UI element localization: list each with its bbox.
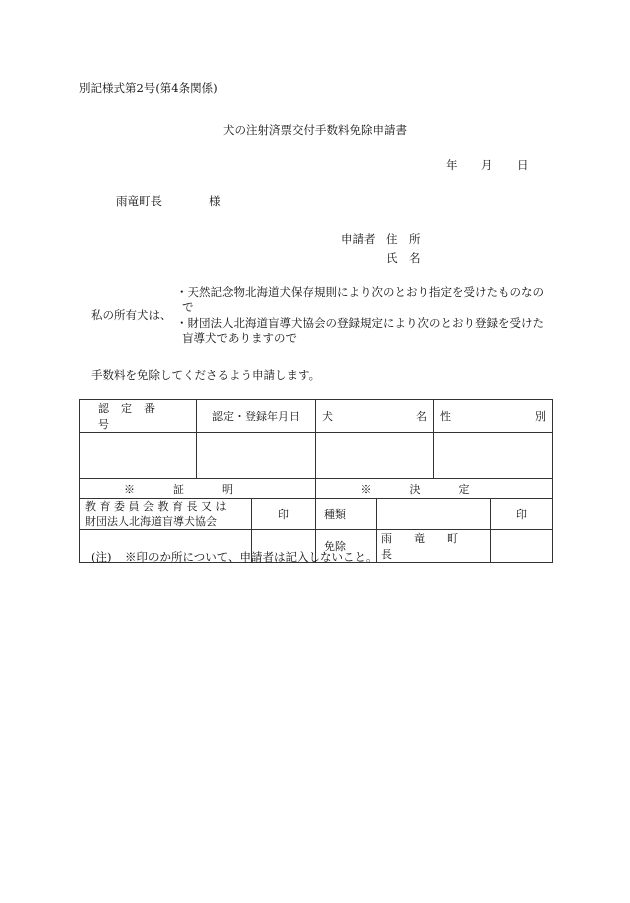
exemption-blank-cell[interactable] <box>491 530 553 563</box>
col-dog-name-header <box>316 408 433 424</box>
addressee-name: 雨竜町長 <box>116 194 162 208</box>
name-label: 氏 名 <box>386 251 421 265</box>
request-text: 手数料を免除してくださるよう申請します。 <box>91 368 321 382</box>
cert-date-cell[interactable] <box>197 433 316 479</box>
col-cert-date-header: 認定・登録年月日 <box>197 400 316 433</box>
dog-name-cell[interactable] <box>316 433 434 479</box>
reason-item1-line2: で <box>182 300 194 314</box>
certification-header: ※証明 <box>80 479 316 499</box>
col-name-label: 名 <box>416 410 427 423</box>
mayor-label: 雨竜町長 <box>377 530 491 563</box>
certifier-line1: 教育委員会教育長又は <box>85 500 230 513</box>
address-label: 住 所 <box>386 232 421 246</box>
note-label: (注) <box>91 550 112 564</box>
cert-number-cell[interactable] <box>80 433 197 479</box>
note-text: ※印のか所について、申請者は記入しないこと。 <box>125 550 378 564</box>
sex-cell[interactable] <box>434 433 553 479</box>
type-value-cell[interactable] <box>377 499 491 530</box>
document-title: 犬の注射済票交付手数料免除申請書 <box>223 123 407 137</box>
exemption-label: 免除 <box>324 540 346 553</box>
applicant-label: 申請者 <box>341 232 376 246</box>
date-year: 年 <box>446 158 458 172</box>
certifier-cell <box>80 499 252 530</box>
col-cert-number-header: 認定番号 <box>98 402 167 431</box>
certifier-line2: 財団法人北海道盲導犬協会 <box>85 515 217 528</box>
decision-seal: 印 <box>491 499 553 530</box>
type-label: 種類 <box>324 508 346 521</box>
form-number: 別記様式第2号(第4条関係) <box>79 81 218 95</box>
date-month: 月 <box>481 158 493 172</box>
col-sex-header <box>434 408 552 424</box>
reason-intro: 私の所有犬は、 <box>91 308 172 322</box>
certifier-seal: 印 <box>252 499 316 530</box>
reason-item2-line2: 盲導犬でありますので <box>182 331 297 345</box>
col-sex-label-b: 別 <box>535 410 546 423</box>
col-dog-label: 犬 <box>322 410 333 423</box>
date-day: 日 <box>517 158 529 172</box>
reason-item1-line1: ・天然記念物北海道犬保存規則により次のとおり指定を受けたものなの <box>176 285 544 299</box>
decision-header: ※決定 <box>316 479 553 499</box>
addressee-honorific: 様 <box>209 194 221 208</box>
col-sex-label-a: 性 <box>440 410 451 423</box>
reason-item2-line1: ・財団法人北海道盲導犬協会の登録規定により次のとおり登録を受けた <box>176 316 544 330</box>
application-table <box>79 399 553 563</box>
